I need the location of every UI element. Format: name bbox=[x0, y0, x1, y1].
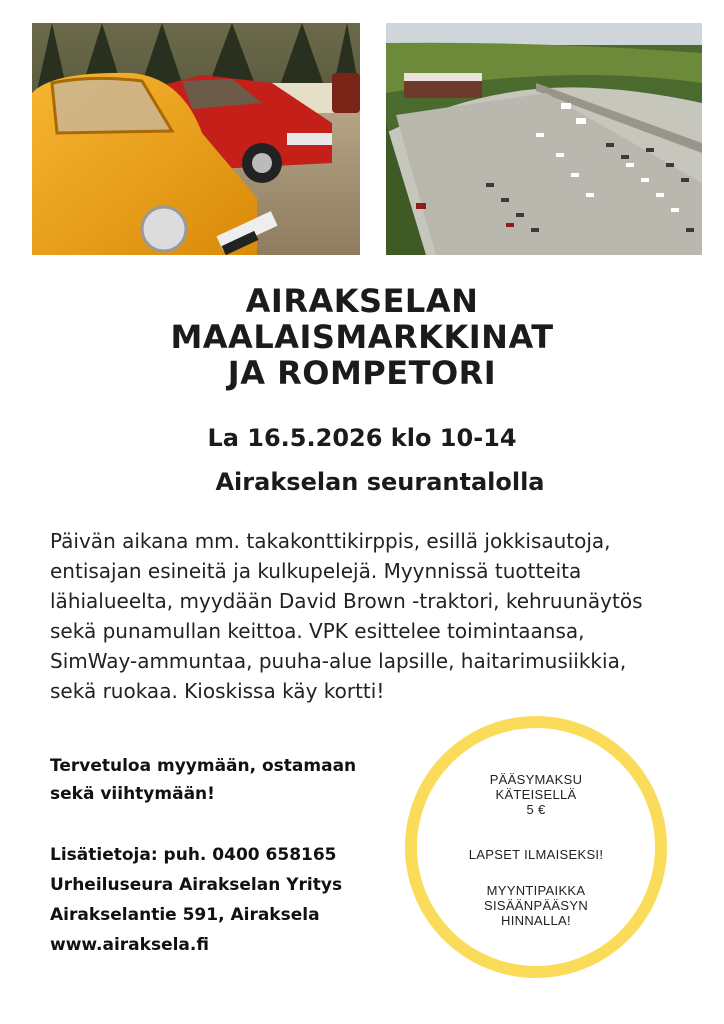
seller-line-2: SISÄÄNPÄÄSYN bbox=[483, 898, 589, 913]
description-line: Päivän aikana mm. takakonttikirppis, esillä jokkisautoja, bbox=[50, 529, 611, 553]
description-line: lähialueelta, myydään David Brown -traktori, kehruunäytös bbox=[50, 589, 643, 613]
title-line-2: MAALAISMARKKINAT bbox=[170, 318, 554, 356]
description-line: entisajan esineitä ja kulkupelejä. Myynnissä tuotteita bbox=[50, 559, 582, 583]
event-title bbox=[0, 283, 724, 391]
fee-line-2: KÄTEISELLÄ bbox=[495, 787, 577, 802]
description-line: sekä punamullan keittoa. VPK esittelee toimintaansa, bbox=[50, 619, 585, 643]
contact-phone: Lisätietoja: puh. 0400 658165 bbox=[50, 845, 337, 865]
title-line-3: JA ROMPETORI bbox=[227, 354, 497, 392]
welcome-line-1: Tervetuloa myymään, ostamaan bbox=[50, 756, 357, 776]
contact-website[interactable]: www.airaksela.fi bbox=[50, 935, 209, 955]
description-line: sekä ruokaa. Kioskissa käy kortti! bbox=[50, 679, 385, 703]
seller-line-1: MYYNTIPAIKKA bbox=[486, 883, 586, 898]
event-description bbox=[50, 526, 690, 706]
title-line-1: AIRAKSELAN bbox=[245, 282, 479, 320]
fee-amount: 5 € bbox=[526, 802, 546, 817]
contact-organization: Urheiluseura Airakselan Yritys bbox=[50, 875, 343, 895]
contact-info bbox=[50, 840, 410, 960]
fee-line-1: PÄÄSYMAKSU bbox=[489, 772, 583, 787]
seller-block bbox=[417, 883, 655, 928]
fee-block bbox=[417, 772, 655, 817]
aerial-market-photo bbox=[386, 23, 702, 255]
welcome-message bbox=[50, 752, 380, 808]
admission-info-circle bbox=[405, 716, 667, 978]
event-date: La 16.5.2026 klo 10-14 bbox=[207, 424, 517, 452]
seller-line-3: HINNALLA! bbox=[501, 913, 571, 928]
description-line: SimWay-ammuntaa, puuha-alue lapsille, haitarimusiikkia, bbox=[50, 649, 627, 673]
kids-free: LAPSET ILMAISEKSI! bbox=[468, 847, 604, 862]
classic-cars-photo bbox=[32, 23, 360, 255]
welcome-line-2: sekä viihtymään! bbox=[50, 784, 215, 804]
contact-address: Airakselantie 591, Airaksela bbox=[50, 905, 320, 925]
event-venue: Airakselan seurantalolla bbox=[215, 468, 545, 496]
